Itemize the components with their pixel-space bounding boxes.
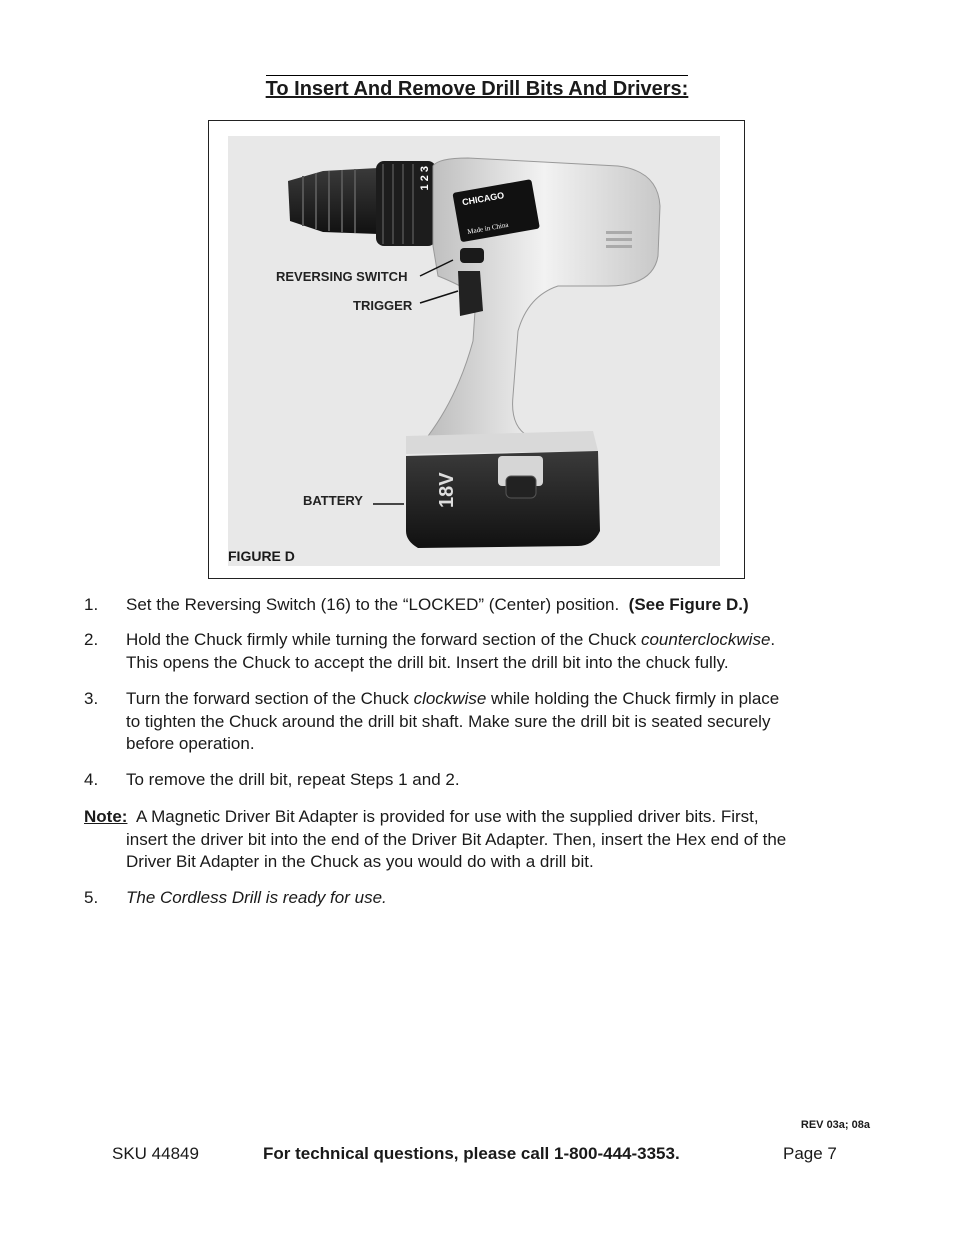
reversing-switch-callout: REVERSING SWITCH <box>276 269 408 284</box>
note-block <box>84 806 874 874</box>
note-label: Note: <box>84 807 128 826</box>
reversing-switch-shape <box>460 248 484 263</box>
step-emphasis: clockwise <box>413 689 487 708</box>
step-text-end: . <box>770 630 776 649</box>
trigger-callout: TRIGGER <box>353 298 413 313</box>
chuck-shape <box>288 168 378 234</box>
step-text-line2: to tighten the Chuck around the drill bit shaft. Make sure the drill bit is seated securely <box>126 711 771 731</box>
step-text: Turn the forward section of the Chuck <box>126 689 414 708</box>
step-text: The Cordless Drill is ready for use. <box>126 888 387 907</box>
figure-d-frame <box>208 120 745 579</box>
torque-marks: 1 2 3 <box>419 166 431 191</box>
revision-code: REV 03a; 08a <box>800 1119 870 1131</box>
svg-text:CHICAGO: CHICAGO <box>461 190 505 208</box>
footer-help-line: For technical questions, please call 1-800-444-3353. <box>263 1144 680 1163</box>
figure-reference: (See Figure D.) <box>628 595 749 614</box>
step-number: 4. <box>84 770 99 789</box>
cordless-drill-illustration <box>228 136 720 566</box>
step-text-end: while holding the Chuck firmly in place <box>486 689 780 708</box>
step-emphasis: counterclockwise <box>640 630 771 649</box>
step-number: 2. <box>84 630 99 649</box>
step-text: Hold the Chuck firmly while turning the forward section of the Chuck <box>126 630 641 649</box>
step-4 <box>84 769 874 792</box>
battery-voltage: 18V <box>436 472 458 508</box>
step-text: To remove the drill bit, repeat Steps 1 and 2. <box>126 770 460 789</box>
drill-photo <box>228 136 720 566</box>
step-number: 1. <box>84 595 99 614</box>
step-5 <box>84 887 874 910</box>
step-number: 5. <box>84 888 99 907</box>
step-text-line3: before operation. <box>126 734 255 753</box>
note-text-line1: A Magnetic Driver Bit Adapter is provided for use with the supplied driver bits. First, <box>135 807 759 826</box>
step-number: 3. <box>84 689 99 708</box>
footer-page-number: Page 7 <box>783 1144 837 1163</box>
section-title-text: To Insert And Remove Drill Bits And Drivers: <box>266 75 689 100</box>
step-3 <box>84 688 874 756</box>
note-text-line2: insert the driver bit into the end of the Driver Bit Adapter. Then, insert the Hex end of the <box>126 829 787 849</box>
step-text-line2: This opens the Chuck to accept the drill bit. Insert the drill bit into the chuck fully. <box>126 652 729 672</box>
step-2 <box>84 629 874 674</box>
note-text-line3: Driver Bit Adapter in the Chuck as you would do with a drill bit. <box>126 852 594 871</box>
section-title <box>0 78 954 101</box>
trigger-shape <box>458 271 483 316</box>
step-text: Set the Reversing Switch (16) to the “LOCKED” (Center) position. <box>126 595 620 614</box>
svg-text:Made in China: Made in China <box>466 220 510 236</box>
footer-sku: SKU 44849 <box>112 1144 199 1163</box>
battery-callout: BATTERY <box>303 493 363 508</box>
step-1 <box>84 594 874 617</box>
figure-label: FIGURE D <box>228 548 295 564</box>
